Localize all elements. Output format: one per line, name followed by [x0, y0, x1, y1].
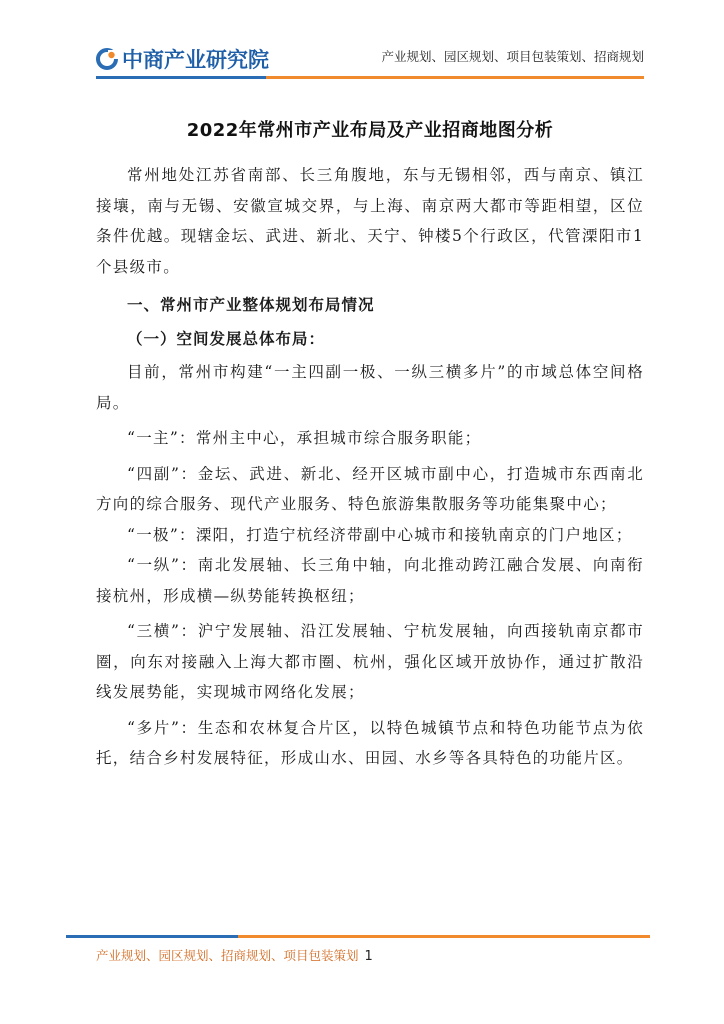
body-paragraph: “一极”：溧阳，打造宁杭经济带副中心城市和接轨南京的门户地区；	[127, 525, 633, 544]
header-tagline: 产业规划、园区规划、项目包装策划、招商规划	[381, 49, 644, 64]
body-paragraph: 目前，常州市构建“一主四副一极、一纵三横多片”的市域总体空间格局。	[96, 363, 644, 412]
header-rule-orange	[266, 76, 644, 79]
body-paragraph: “一纵”：南北发展轴、长三角中轴，向北推动跨江融合发展、向南衔接杭州，形成横—纵势能转换枢纽；	[96, 556, 644, 605]
page-number: 1	[364, 949, 373, 964]
subsection-heading: （一）空间发展总体布局：	[127, 329, 326, 348]
page-footer	[96, 946, 373, 964]
document-body	[96, 116, 644, 774]
page-header	[0, 0, 724, 90]
body-paragraph: “多片”：生态和农林复合片区，以特色城镇节点和特色功能节点为依托，结合乡村发展特征，形成山水、田园、水乡等各具特色的功能片区。	[96, 718, 644, 767]
document-title: 2022年常州市产业布局及产业招商地图分析	[186, 120, 554, 141]
logo-text: 中商产业研究院	[122, 48, 269, 72]
intro-paragraph: 常州地处江苏省南部、长三角腹地，东与无锡相邻，西与南京、镇江接壤，南与无锡、安徽宣城交界，与上海、南京两大都市等距相望，区位条件优越。现辖金坛、武进、新北、天宁、钟楼5个行政区，代管溧阳市1个县级市。	[96, 166, 644, 276]
body-paragraph: “三横”：沪宁发展轴、沿江发展轴、宁杭发展轴，向西接轨南京都市圈，向东对接融入上海大都市圈、杭州，强化区域开放协作，通过扩散沿线发展势能，实现城市网络化发展；	[96, 622, 644, 701]
body-paragraph: “一主”：常州主中心，承担城市综合服务职能；	[127, 429, 482, 447]
footer-rule-blue	[66, 935, 238, 938]
header-rule-blue	[96, 76, 266, 79]
footer-rule-orange	[238, 935, 650, 938]
logo-icon	[96, 48, 118, 70]
section-heading: 一、常州市产业整体规划布局情况	[127, 296, 375, 314]
body-paragraph: “四副”：金坛、武进、新北、经开区城市副中心，打造城市东西南北方向的综合服务、现代产业服务、特色旅游集散服务等功能集聚中心；	[96, 464, 644, 513]
footer-text: 产业规划、园区规划、招商规划、项目包装策划	[96, 948, 359, 963]
company-logo	[96, 44, 269, 74]
